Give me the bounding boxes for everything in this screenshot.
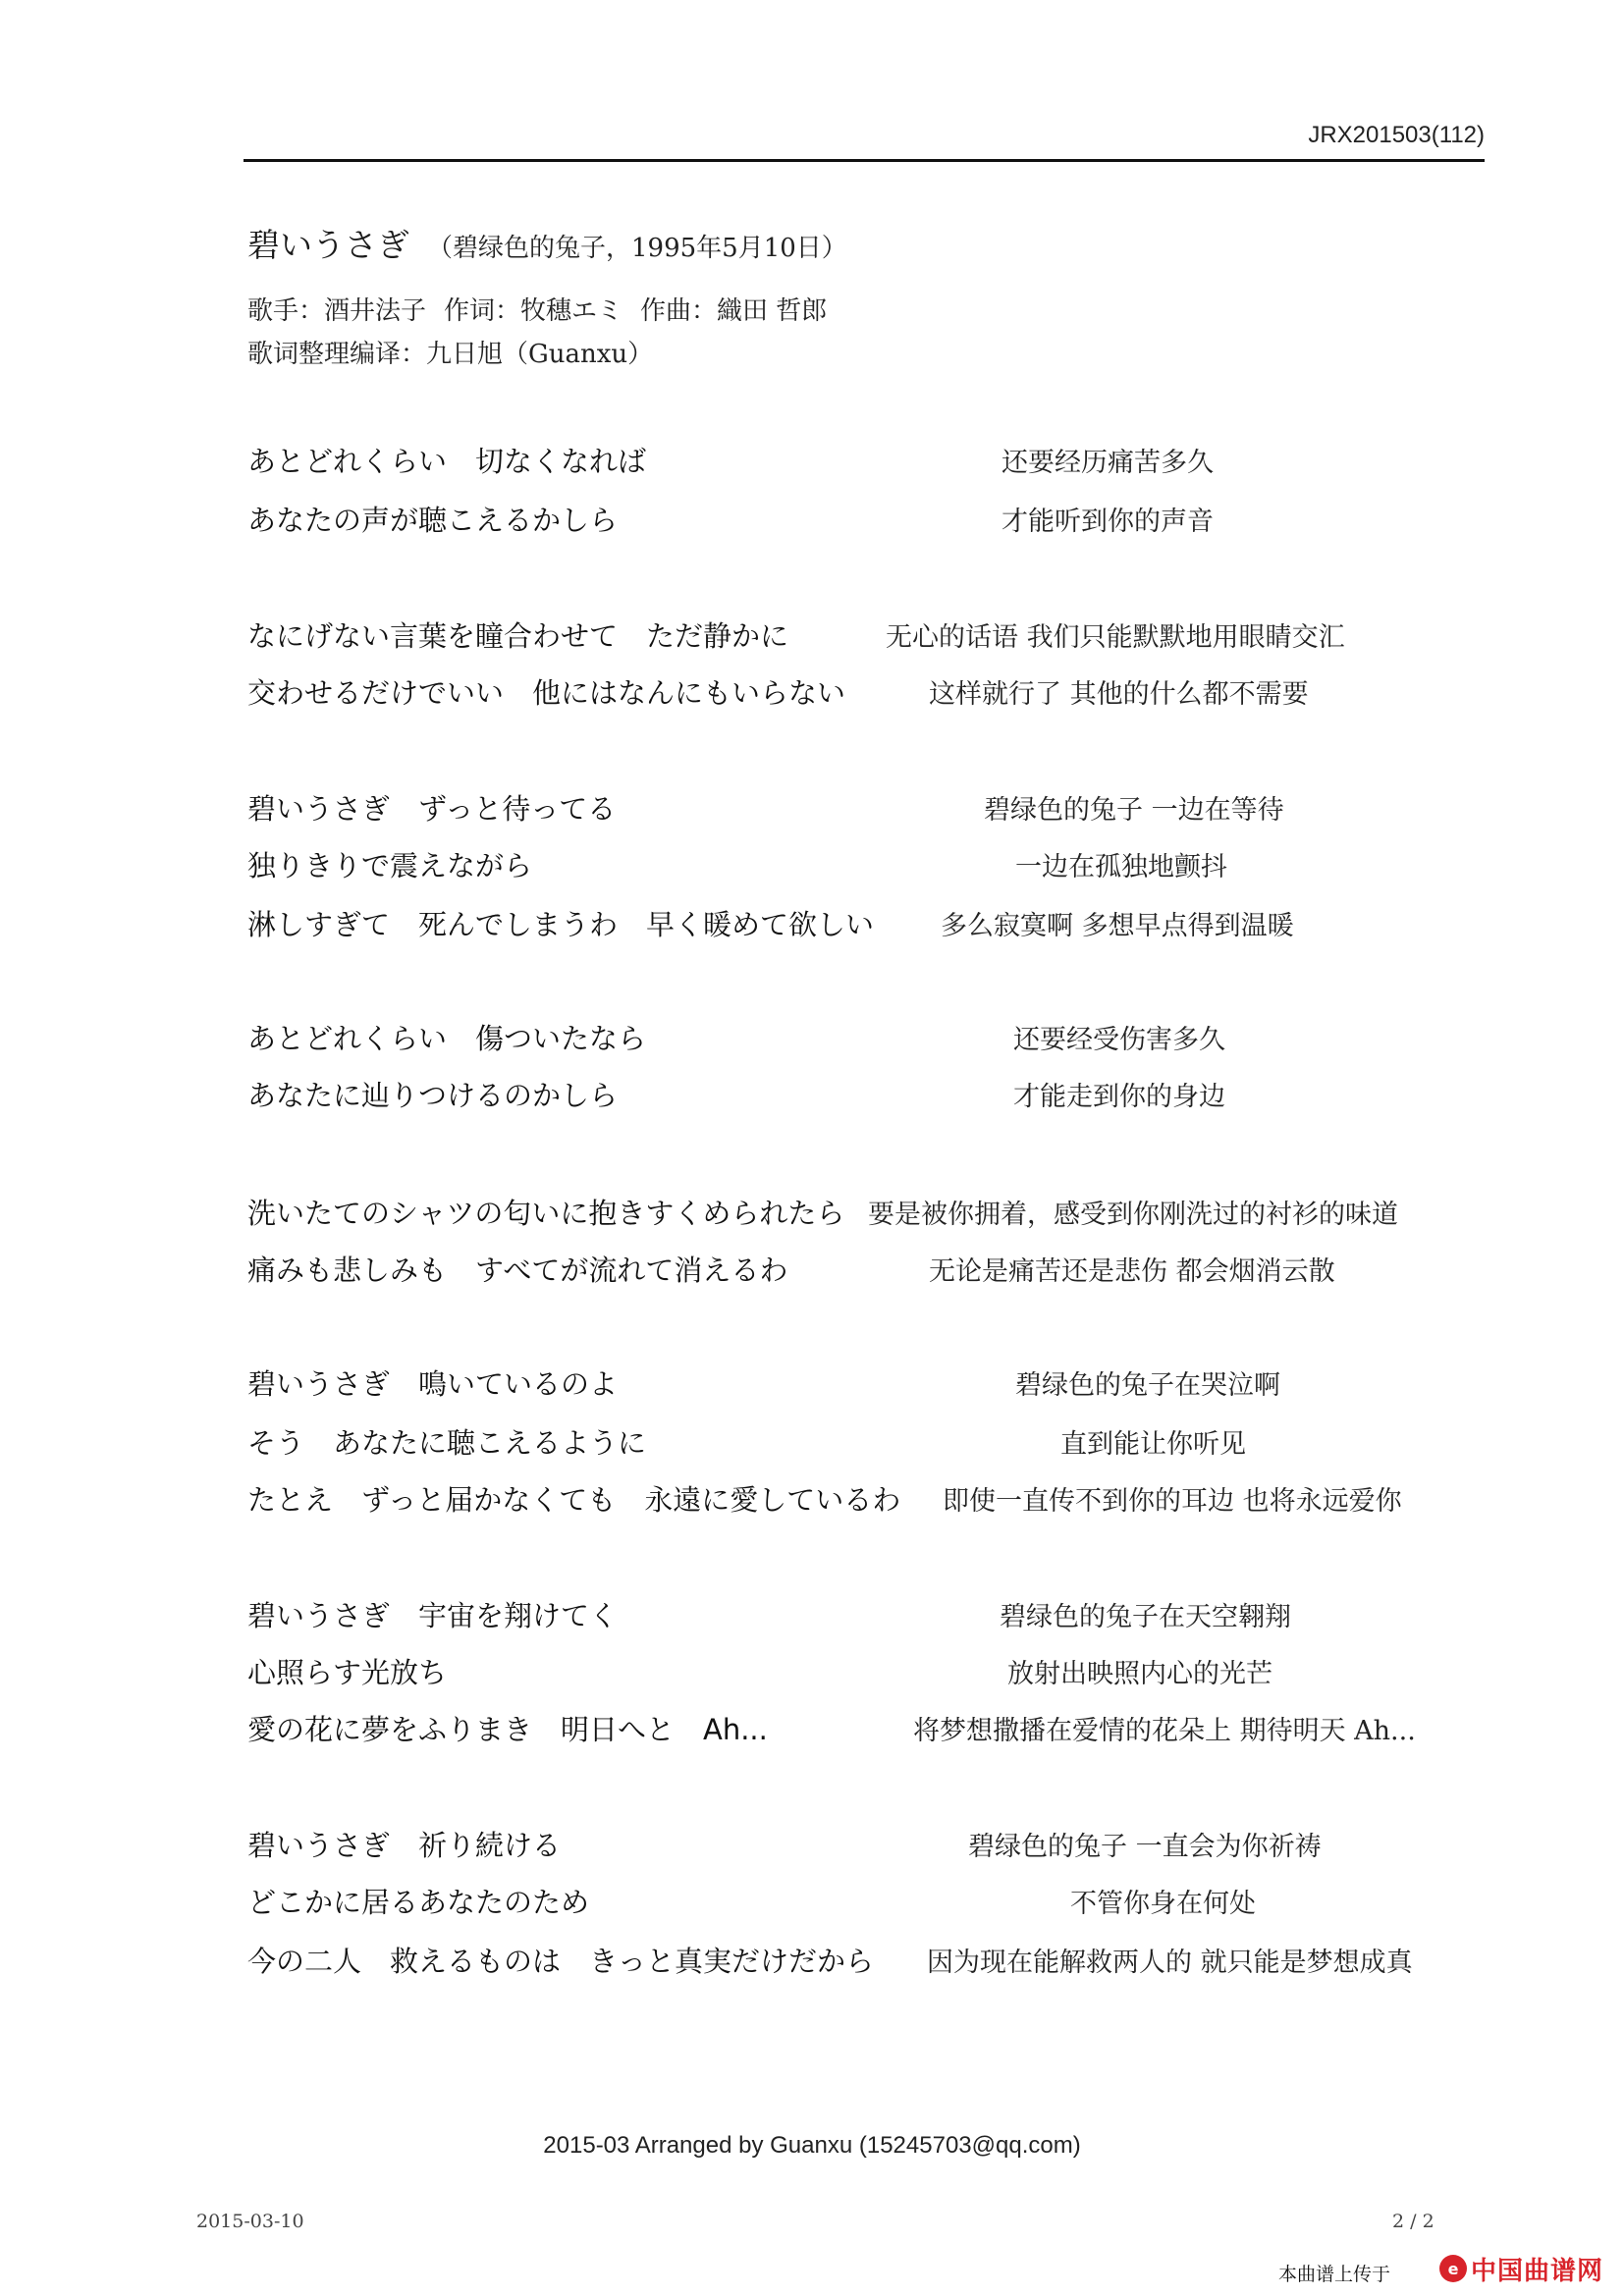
lyric-jp: 洗いたてのシャツの匂いに抱きすくめられたら xyxy=(247,1197,845,1230)
song-subtitle: （碧绿色的兔子，1995年5月10日） xyxy=(427,234,847,263)
lyric-zh: 无论是痛苦还是悲伤 都会烟消云散 xyxy=(929,1256,1335,1287)
lyric-zh: 这样就行了 其他的什么都不需要 xyxy=(929,679,1309,710)
document-code: JRX201503(112) xyxy=(1308,122,1485,148)
lyric-zh: 即使一直传不到你的耳边 也将永远爱你 xyxy=(943,1486,1402,1517)
lyric-zh: 因为现在能解救两人的 就只能是梦想成真 xyxy=(927,1948,1413,1978)
page-number: 2 / 2 xyxy=(1392,2211,1435,2232)
editor-credit: 歌词整理编译：九日旭（Guanxu） xyxy=(247,340,654,369)
lyric-jp: 淋しすぎて 死んでしまうわ 早く暖めて欲しい xyxy=(247,908,875,941)
lyric-jp: 碧いうさぎ 宇宙を翔けてく xyxy=(247,1599,619,1632)
lyric-jp: 碧いうさぎ 鳴いているのよ xyxy=(247,1367,619,1401)
lyric-zh: 碧绿色的兔子在哭泣啊 xyxy=(1015,1370,1280,1401)
lyric-jp: 愛の花に夢をふりまき 明日へと Ah... xyxy=(247,1713,768,1746)
lyric-jp: 心照らす光放ち xyxy=(247,1656,448,1689)
lyric-jp: 痛みも悲しみも すべてが流れて消えるわ xyxy=(247,1254,788,1287)
lyric-zh: 还要经受伤害多久 xyxy=(1013,1025,1225,1055)
lyric-jp: なにげない言葉を瞳合わせて ただ静かに xyxy=(247,619,789,653)
lyric-jp: 碧いうさぎ ずっと待ってる xyxy=(247,792,617,826)
song-title-line xyxy=(247,220,847,266)
lyric-zh: 才能听到你的声音 xyxy=(1001,507,1214,537)
lyric-jp: あなたの声が聴こえるかしら xyxy=(247,504,619,537)
lyric-zh: 才能走到你的身边 xyxy=(1013,1082,1225,1112)
song-title: 碧いうさぎ xyxy=(247,226,409,264)
lyric-jp: あとどれくらい 傷ついたなら xyxy=(247,1022,647,1055)
lyric-jp: 今の二人 救えるものは きっと真実だけだから xyxy=(247,1945,875,1978)
lyric-zh: 要是被你拥着，感受到你刚洗过的衬衫的味道 xyxy=(868,1200,1398,1230)
upload-note: 本曲谱上传于 xyxy=(1278,2264,1391,2285)
lyric-zh: 放射出映照内心的光芒 xyxy=(1007,1659,1272,1689)
lyric-zh: 将梦想撒播在爱情的花朵上 期待明天 Ah... xyxy=(913,1716,1416,1746)
lyric-zh: 多么寂寞啊 多想早点得到温暖 xyxy=(941,911,1294,941)
credits-line xyxy=(247,291,827,327)
lyric-zh: 碧绿色的兔子在天空翱翔 xyxy=(1000,1602,1291,1632)
lyric-jp: たとえ ずっと届かなくても 永遠に愛しているわ xyxy=(247,1483,901,1517)
lyric-zh: 一边在孤独地颤抖 xyxy=(1015,852,1227,882)
logo-text: 中国曲谱网 xyxy=(1471,2256,1604,2286)
composer-credit: 作曲：織田 哲郎 xyxy=(640,296,828,326)
singer-credit: 歌手：酒井法子 xyxy=(247,296,427,326)
lyric-jp: あとどれくらい 切なくなれば xyxy=(247,445,647,478)
lyric-jp: そう あなたに聴こえるように xyxy=(247,1426,647,1460)
lyric-zh: 无心的话语 我们只能默默地用眼睛交汇 xyxy=(886,622,1345,653)
arranged-by-footer: 2015-03 Arranged by Guanxu (15245703@qq.com) xyxy=(543,2132,1081,2159)
print-date: 2015-03-10 xyxy=(196,2211,304,2232)
site-logo xyxy=(1439,2250,1603,2287)
lyric-jp: 碧いうさぎ 祈り続ける xyxy=(247,1829,562,1862)
lyric-jp: あなたに辿りつけるのかしら xyxy=(247,1079,619,1112)
lyric-jp: どこかに居るあなたのため xyxy=(247,1886,590,1919)
lyricist-credit: 作词：牧穗エミ xyxy=(444,296,623,326)
lyric-zh: 不管你身在何处 xyxy=(1070,1889,1256,1919)
lyric-zh: 碧绿色的兔子 一直会为你祈祷 xyxy=(968,1832,1322,1862)
lyric-zh: 直到能让你听见 xyxy=(1060,1429,1246,1460)
lyric-jp: 独りきりで震えながら xyxy=(247,849,533,882)
lyric-zh: 碧绿色的兔子 一边在等待 xyxy=(984,795,1284,826)
logo-e-icon: e xyxy=(1439,2255,1467,2282)
lyric-zh: 还要经历痛苦多久 xyxy=(1001,448,1214,478)
lyric-jp: 交わせるだけでいい 他にはなんにもいらない xyxy=(247,676,846,710)
header-rule xyxy=(244,159,1485,162)
